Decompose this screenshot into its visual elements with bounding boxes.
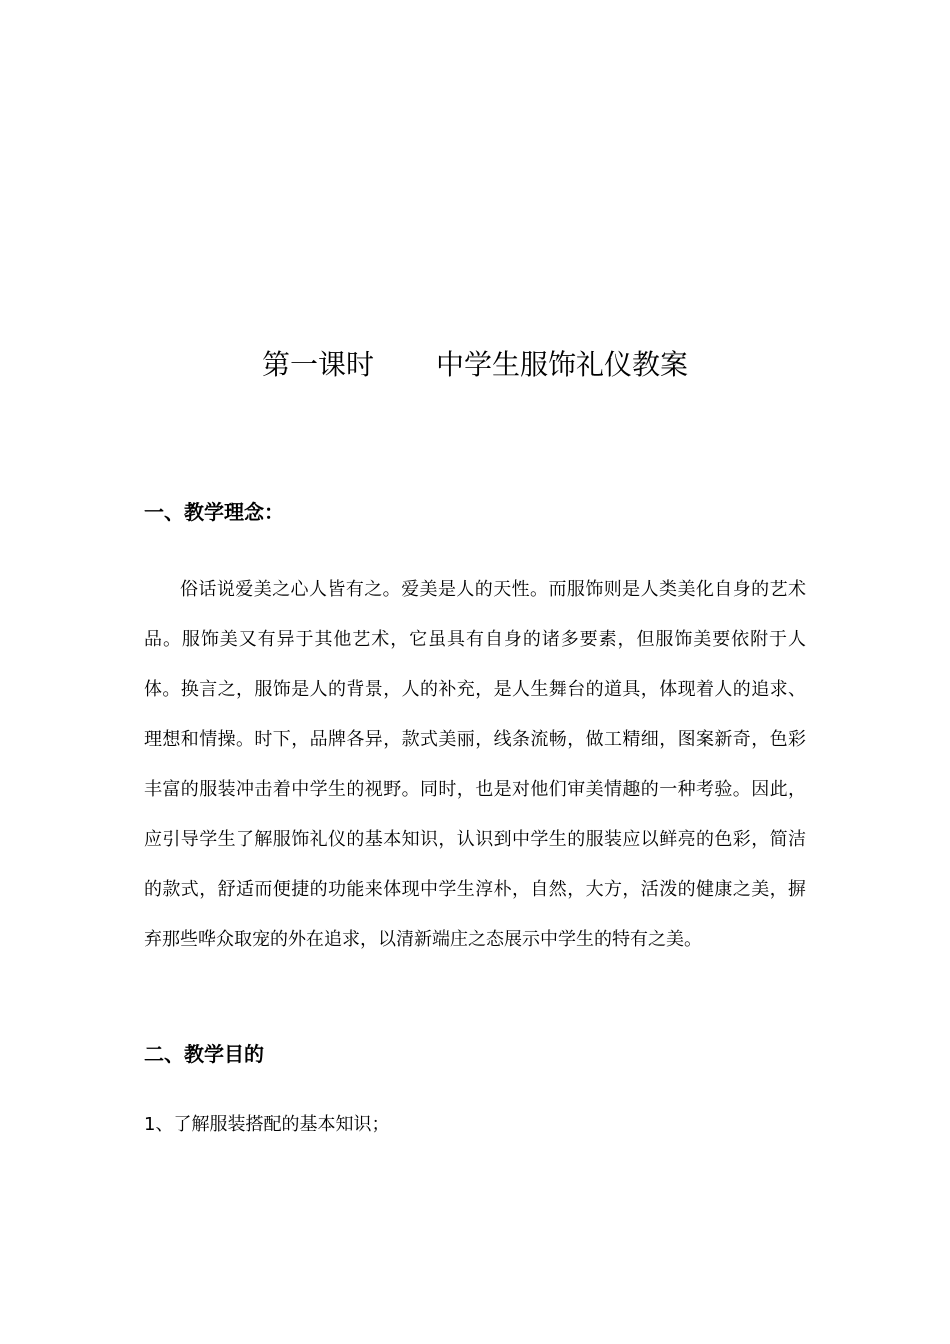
teaching-philosophy-paragraph: 俗话说爱美之心人皆有之。爱美是人的天性。而服饰则是人类美化自身的艺术品。服饰美又有异于其他艺术，它虽具有自身的诸多要素，但服饰美要依附于人体。换言之，服饰是人的背景，人的补充，是人生舞台的道具，体现着人的追求、理想和情操。时下，品牌各异，款式美丽，线条流畅，做工精细，图案新奇，色彩丰富的服装冲击着中学生的视野。同时，也是对他们审美情趣的一种考验。因此，应引导学生了解服饰礼仪的基本知识，认识到中学生的服装应以鲜亮的色彩，简洁的款式，舒适而便捷的功能来体现中学生淳朴，自然，大方，活泼的健康之美，摒弃那些哗众取宠的外在追求，以清新端庄之态展示中学生的特有之美。: [144, 579, 806, 950]
section-heading-teaching-objectives: 二、教学目的: [144, 1042, 264, 1066]
title-lesson-number: 第一课时: [261, 348, 374, 381]
section-heading-teaching-philosophy: 一、教学理念：: [144, 500, 284, 524]
title-lesson-name: 中学生服饰礼仪教案: [436, 348, 689, 381]
page-title: [0, 343, 950, 387]
objective-list-item: 1、了解服装搭配的基本知识；: [144, 1114, 390, 1135]
